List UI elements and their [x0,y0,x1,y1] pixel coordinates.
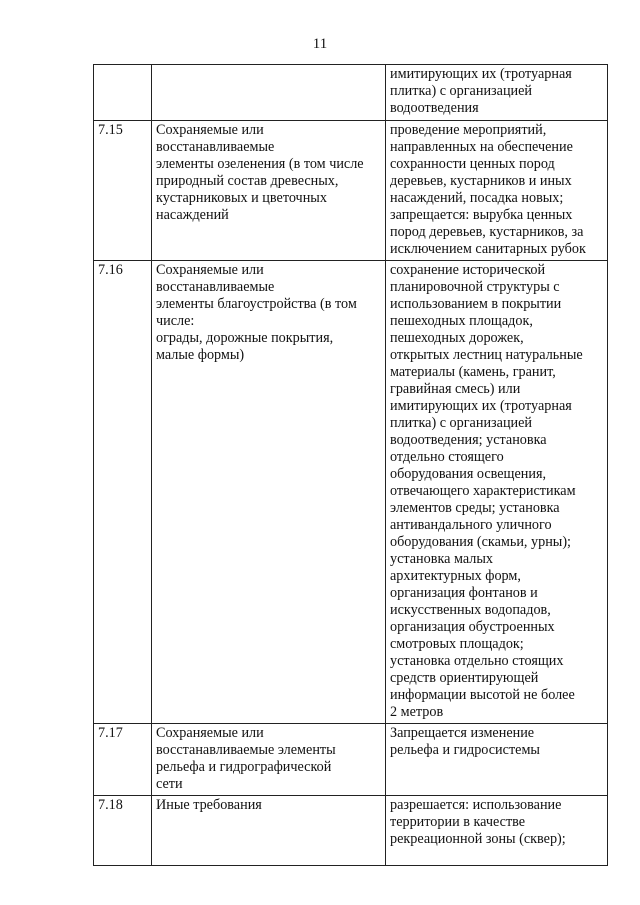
table-row [94,796,608,866]
element-name [152,65,386,121]
row-number: 7.17 [94,724,152,796]
requirement-text: проведение мероприятий, направленных на обеспечение сохранности ценных пород деревьев, кустарников и иных насаждений, посадка новых; запрещается: вырубка ценных пород деревьев, кустарников, за исключением санитарных рубок [386,121,608,261]
requirements-table [93,64,608,866]
row-number: 7.15 [94,121,152,261]
row-number: 7.18 [94,796,152,866]
element-name: Иные требования [152,796,386,866]
table-row [94,121,608,261]
requirement-text: Запрещается изменение рельефа и гидросистемы [386,724,608,796]
row-number [94,65,152,121]
page-number: 11 [312,36,328,52]
element-name: Сохраняемые или восстанавливаемые элементы благоустройства (в том числе: ограды, дорожные покрытия, малые формы) [152,261,386,724]
row-number: 7.16 [94,261,152,724]
table-row [94,261,608,724]
element-name: Сохраняемые или восстанавливаемые элементы озеленения (в том числе природный состав древесных, кустарниковых и цветочных насаждений [152,121,386,261]
requirement-text: имитирующих их (тротуарная плитка) с организацией водоотведения [386,65,608,121]
table-row [94,724,608,796]
element-name: Сохраняемые или восстанавливаемые элементы рельефа и гидрографической сети [152,724,386,796]
requirement-text: разрешается: использование территории в качестве рекреационной зоны (сквер); [386,796,608,866]
requirement-text: сохранение исторической планировочной структуры с использованием в покрытии пешеходных площадок, пешеходных дорожек, открытых лестниц натуральные материалы (камень, гранит, гравийная смесь) или имитирующих их (тротуарная плитка) с организацией водоотведения; установка отдельно стоящего оборудования освещения, отвечающего характеристикам элементов среды; установка антивандального уличного оборудования (скамьи, урны); установка малых архитектурных форм, организация фонтанов и искусственных водопадов, организация обустроенных смотровых площадок; установка отдельно стоящих средств ориентирующей информации высотой не более 2 метров [386,261,608,724]
table-row [94,65,608,121]
